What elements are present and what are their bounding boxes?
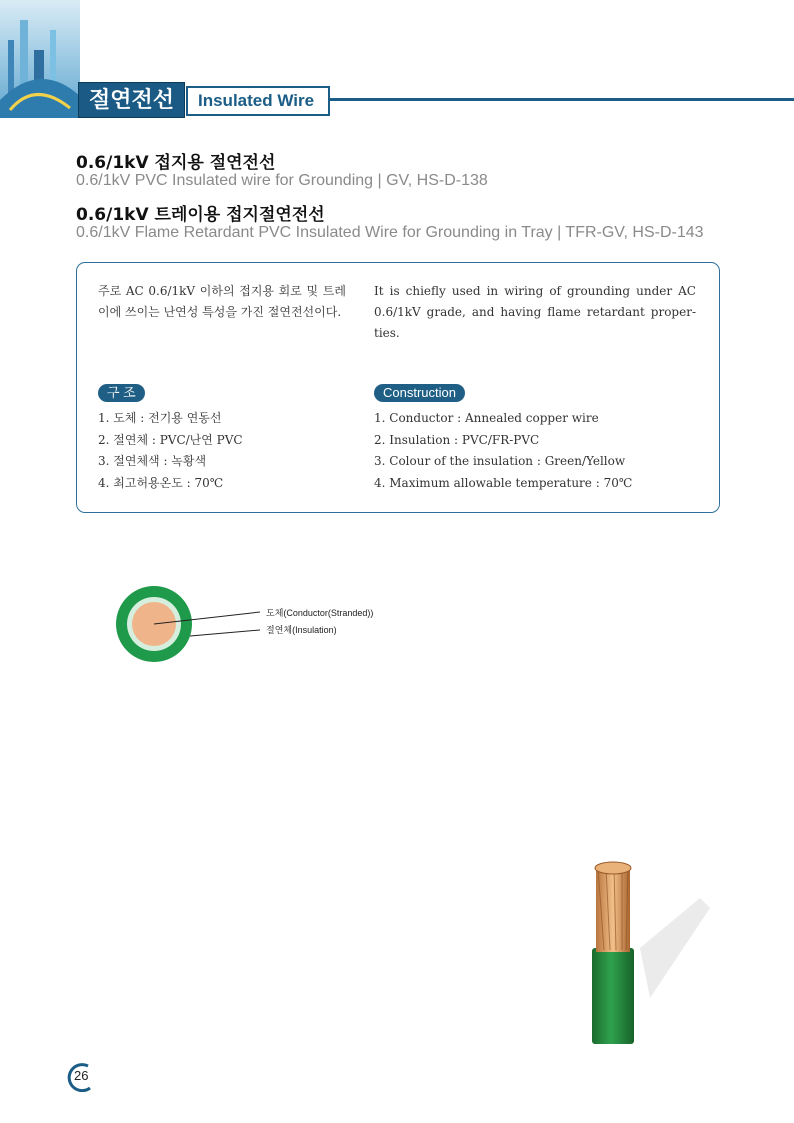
header-city-illustration: [0, 0, 80, 118]
conductor-label: 도체(Conductor(Stranded)): [266, 608, 374, 618]
description-ko: 주로 AC 0.6/1kV 이하의 접지용 회로 및 트레이에 쓰이는 난연성 특성을 가진 절연전선이다.: [98, 284, 346, 319]
product-title-gv: 0.6/1kV 접지용 절연전선: [76, 153, 276, 173]
construction-list-ko: [98, 408, 243, 494]
description-en: It is chiefly used in wiring of grounding under AC 0.6/1kV grade, and having flame retardant proper-ties.: [374, 284, 696, 340]
section-title-en: Insulated Wire: [186, 86, 330, 116]
construction-list-en: [374, 408, 632, 494]
construction-item-ko: 3. 절연체색 : 녹황색: [98, 454, 207, 468]
insulation-label: 절연체(Insulation): [266, 625, 337, 635]
product-subtitle-gv: 0.6/1kV PVC Insulated wire for Grounding | GV, HS-D-138: [76, 172, 488, 189]
product-title-tfrgv: 0.6/1kV 트레이용 접지절연전선: [76, 205, 325, 225]
construction-item-en: 1. Conductor : Annealed copper wire: [374, 411, 599, 425]
construction-item-ko: 1. 도체 : 전기용 연동선: [98, 411, 222, 425]
construction-heading-en: Construction: [374, 384, 465, 402]
construction-item-ko: 2. 절연체 : PVC/난연 PVC: [98, 432, 243, 447]
page-number: 26: [74, 1068, 89, 1083]
construction-item-en: 2. Insulation : PVC/FR-PVC: [374, 432, 540, 447]
construction-item-en: 3. Colour of the insulation : Green/Yellow: [374, 454, 626, 468]
section-title-ko: 절연전선: [78, 82, 185, 118]
construction-item-en: 4. Maximum allowable temperature : 70℃: [374, 475, 633, 490]
header-rule: [330, 98, 794, 101]
construction-item-ko: 4. 최고허용온도 : 70℃: [98, 475, 224, 490]
wire-photo: [560, 838, 710, 1063]
product-subtitle-tfrgv: 0.6/1kV Flame Retardant PVC Insulated Wire for Grounding in Tray | TFR-GV, HS-D-143: [76, 224, 704, 241]
label-leader-lines: [150, 606, 264, 640]
construction-heading-ko: 구 조: [98, 384, 145, 402]
